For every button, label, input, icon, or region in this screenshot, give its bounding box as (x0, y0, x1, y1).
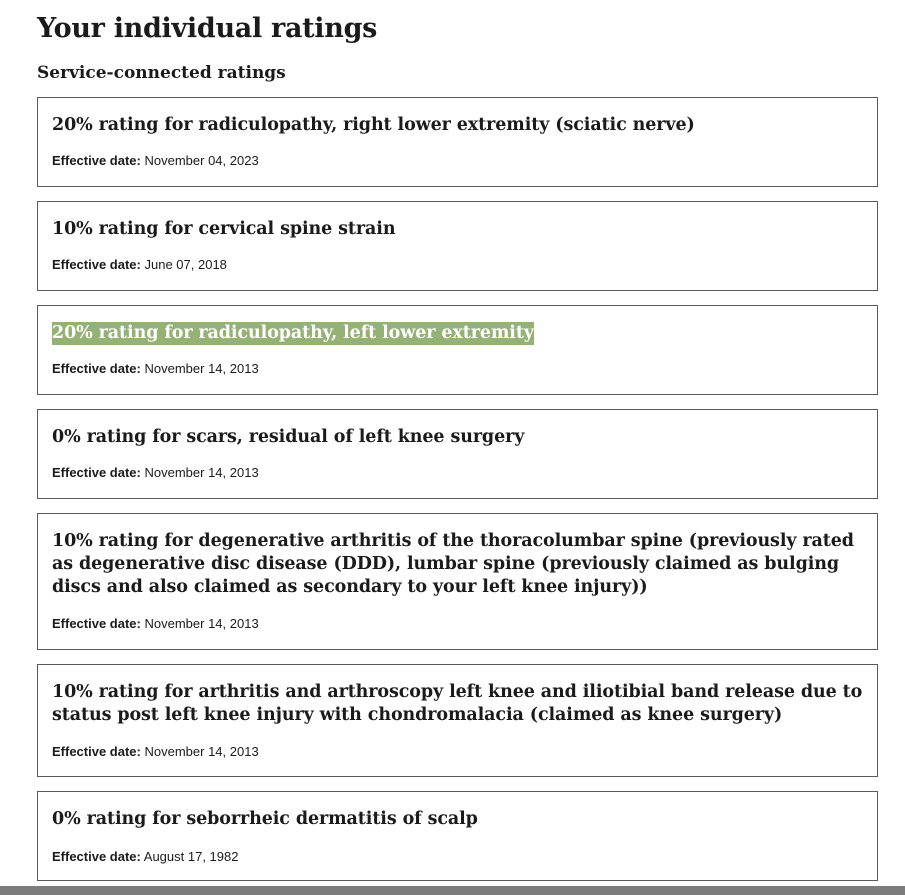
rating-title (52, 114, 863, 137)
rating-title (52, 426, 863, 449)
rating-title-text: 20% rating for radiculopathy, right lower extremity (sciatic nerve) (52, 115, 695, 135)
rating-title-text: 0% rating for scars, residual of left knee surgery (52, 427, 525, 447)
rating-title-text-highlighted: 20% rating for radiculopathy, left lower extremity (52, 323, 534, 343)
rating-card (37, 409, 878, 499)
effective-date (52, 743, 259, 761)
rating-title-text: 10% rating for cervical spine strain (52, 219, 396, 239)
effective-date (52, 464, 259, 482)
effective-date-value: November 14, 2013 (144, 744, 259, 759)
rating-title-text: 10% rating for arthritis and arthroscopy left knee and iliotibial band release due to status post left knee injury with chondromalacia (claimed as knee surgery) (52, 682, 863, 725)
effective-date-label: Effective date: (52, 361, 141, 376)
effective-date (52, 152, 259, 170)
effective-date (52, 848, 238, 866)
rating-title (52, 808, 863, 831)
effective-date (52, 360, 259, 378)
rating-card (37, 791, 878, 881)
rating-title (52, 322, 863, 345)
effective-date-label: Effective date: (52, 849, 141, 864)
rating-card (37, 201, 878, 291)
page-title: Your individual ratings (37, 13, 378, 44)
effective-date-value: November 04, 2023 (144, 153, 259, 168)
effective-date-label: Effective date: (52, 616, 141, 631)
effective-date (52, 615, 259, 633)
effective-date-value: June 07, 2018 (144, 257, 227, 272)
effective-date-value: November 14, 2013 (144, 361, 259, 376)
rating-card (37, 305, 878, 395)
rating-title-text: 0% rating for seborrheic dermatitis of scalp (52, 809, 478, 829)
rating-title (52, 218, 863, 241)
horizontal-scrollbar[interactable] (0, 886, 905, 895)
rating-card (37, 513, 878, 650)
effective-date-label: Effective date: (52, 465, 141, 480)
effective-date-value: August 17, 1982 (143, 849, 239, 864)
effective-date (52, 256, 227, 274)
effective-date-label: Effective date: (52, 257, 141, 272)
rating-title (52, 530, 863, 599)
rating-title-text: 10% rating for degenerative arthritis of the thoracolumbar spine (previously rated as degenerative disc disease (DDD), lumbar spine (previously claimed as bulging discs and also claimed as secondary to your left knee injury)) (52, 531, 854, 597)
rating-card (37, 97, 878, 187)
effective-date-value: November 14, 2013 (144, 616, 259, 631)
rating-title (52, 681, 863, 727)
rating-card (37, 664, 878, 777)
effective-date-label: Effective date: (52, 153, 141, 168)
effective-date-value: November 14, 2013 (144, 465, 259, 480)
section-heading: Service-connected ratings (37, 63, 286, 83)
effective-date-label: Effective date: (52, 744, 141, 759)
